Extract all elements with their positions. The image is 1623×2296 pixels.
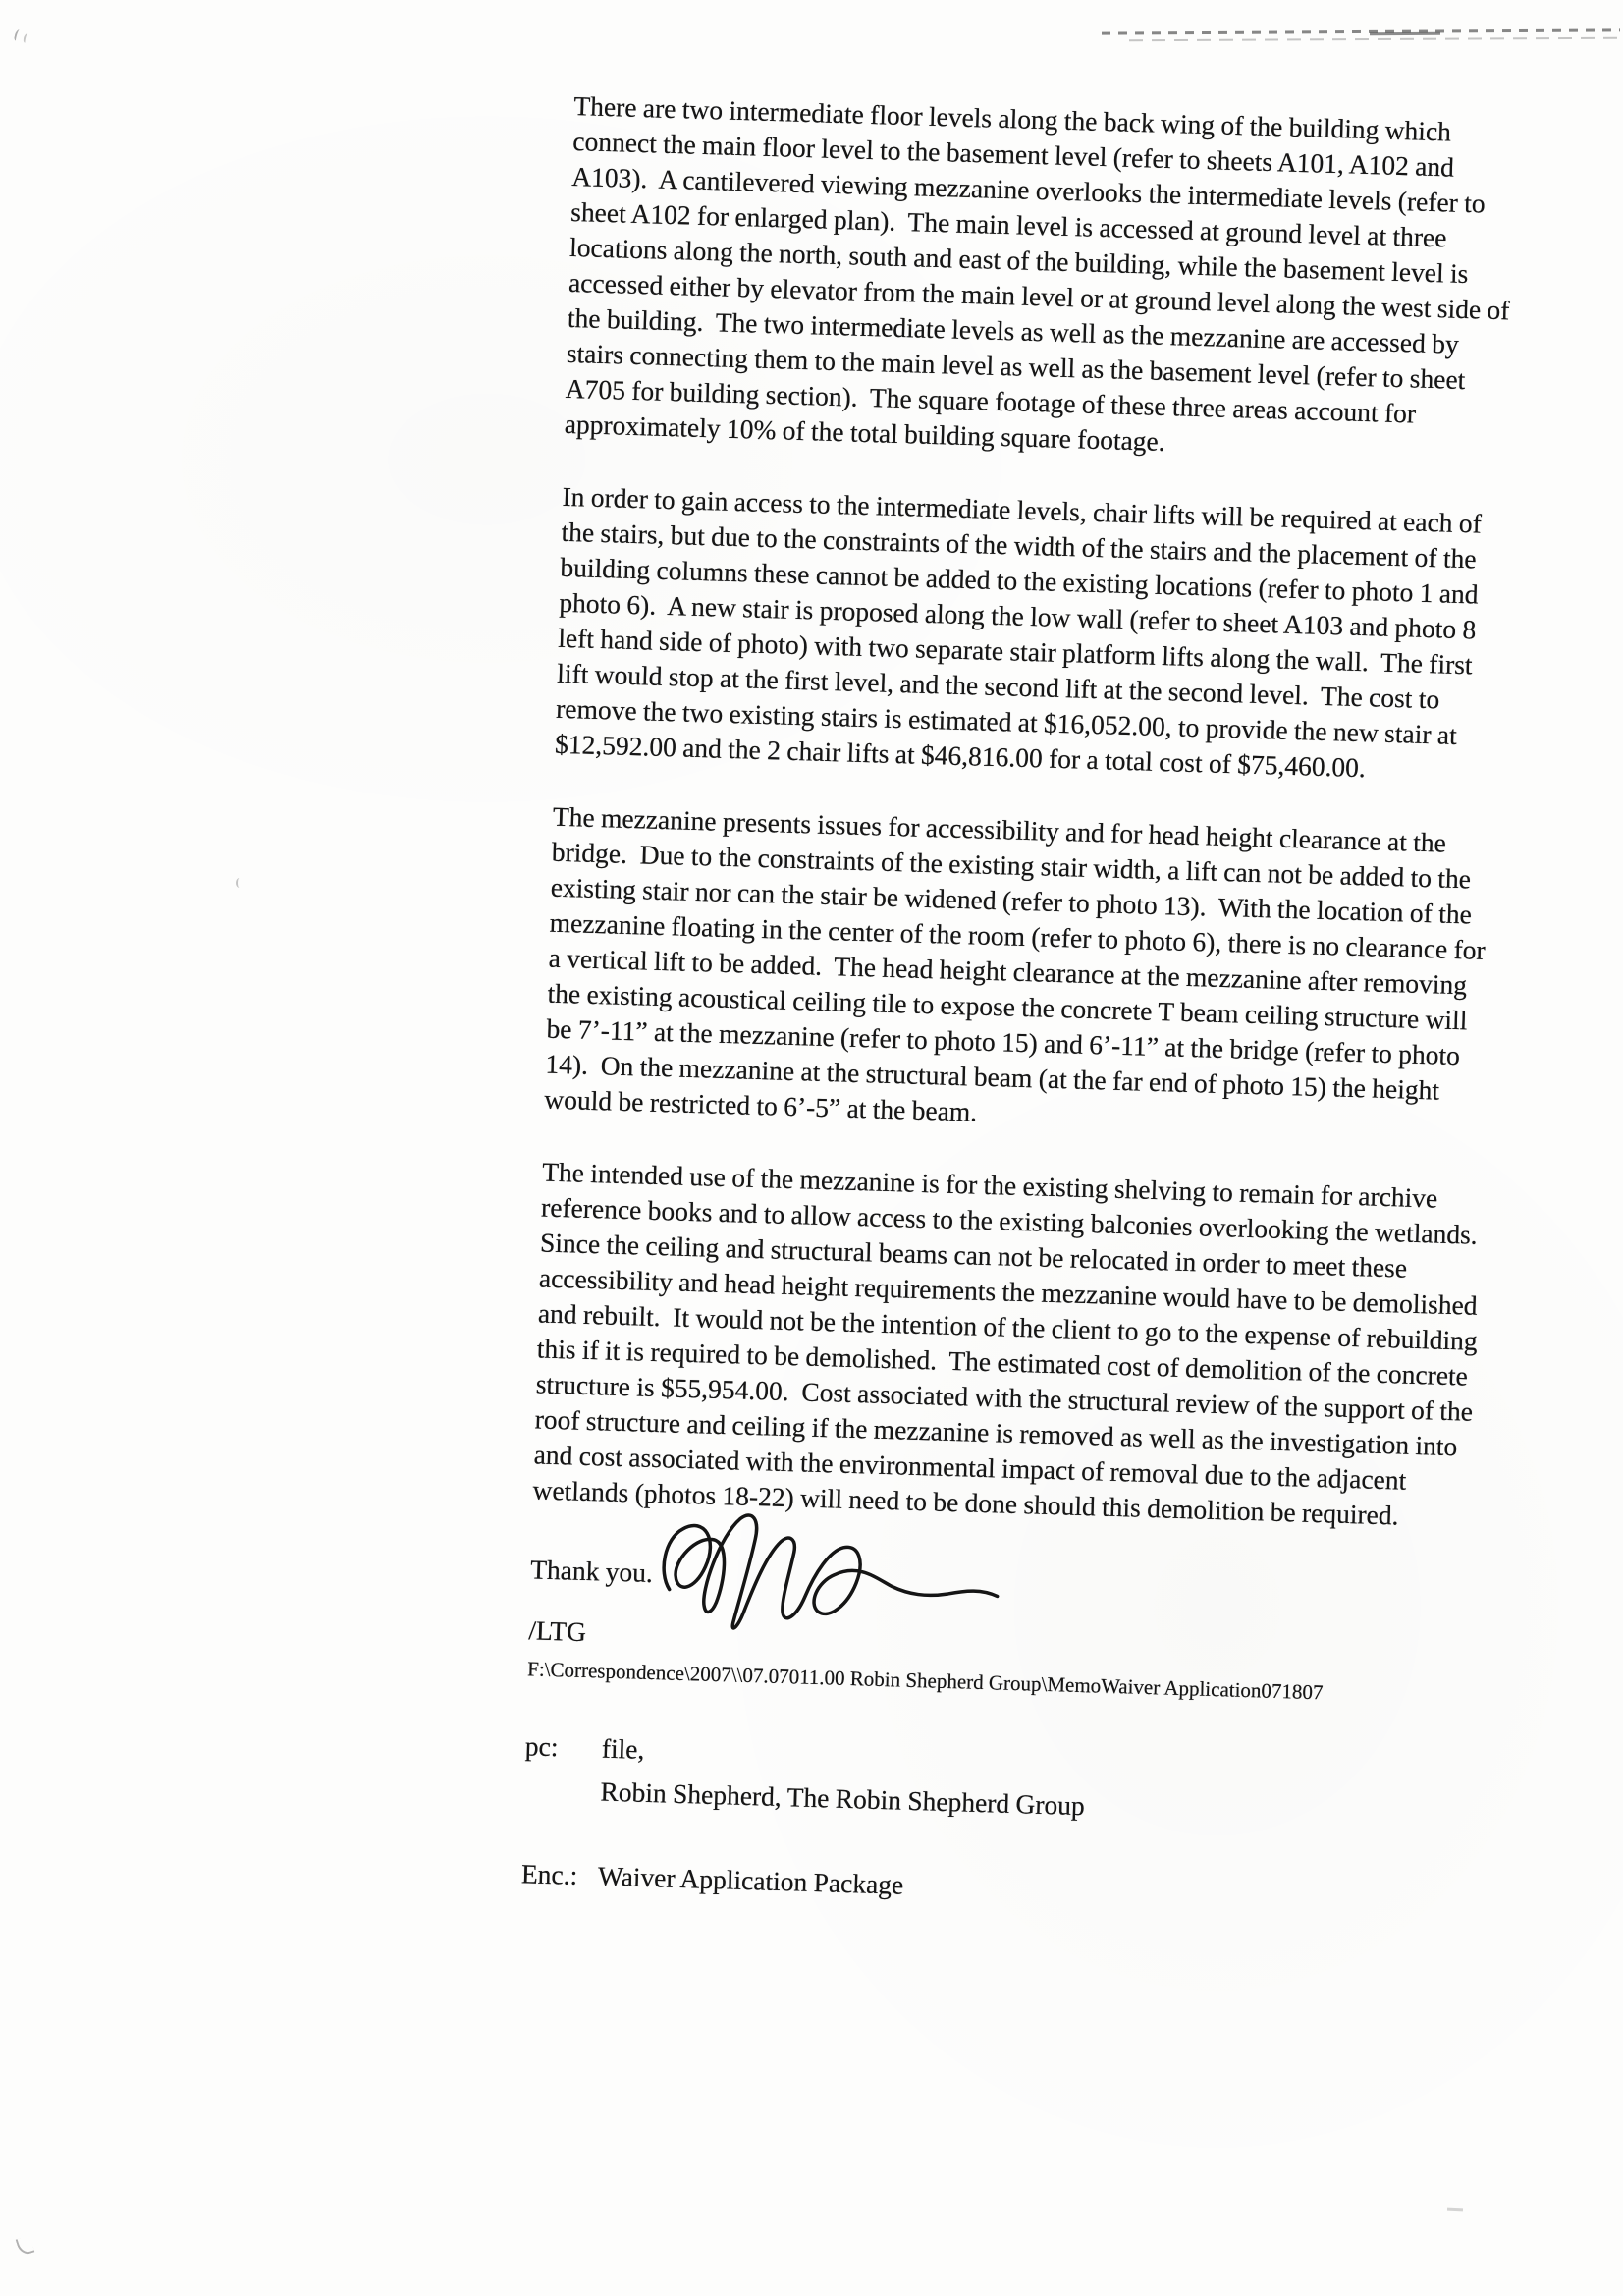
scan-smear-artifact xyxy=(1129,37,1618,42)
scan-smear-artifact xyxy=(1370,32,1440,36)
thank-you-text: Thank you. xyxy=(529,1554,654,1589)
pc-items xyxy=(600,1731,1087,1832)
paragraph-floor-levels: There are two intermediate floor levels along the back wing of the building which connect the main floor level to the basement level (refer to sheets A101, A102 and A103). A cantilevered viewing mezzanine overlooks the intermediate levels (refer to sheet A102 for enlarged plan). The main level is accessed at ground level at three locations along the north, south and east of the building, while the basement level is accessed either by elevator from the main level or at ground level along the west side of the building. The two intermediate levels as well as the mezzanine are accessed by stairs connecting them to the main level as well as the basement level (refer to sheet A705 for building section). The square footage of these three areas account for approximately 10% of the total building square footage. xyxy=(564,89,1517,457)
letter-body xyxy=(520,88,1516,1928)
scan-speck-artifact xyxy=(16,2235,35,2257)
scan-speck-artifact xyxy=(14,28,23,41)
pc-label: pc: xyxy=(524,1730,559,1763)
file-path: F:\Correspondence\2007\\07.07011.00 Robin Shepherd Group\MemoWaiver Application071807 xyxy=(526,1657,1324,1705)
pc-block xyxy=(523,1728,1468,1842)
paragraph-demolition: The intended use of the mezzanine is for the existing shelving to remain for archive reference books and to allow access to the existing balconies overlooking the wetlands. Since the ceiling and structural beams can not be relocated in order to meet these accessibility and head height requirements the mezzanine would have to be demolished and rebuilt. It would not be the intention of the client to go to the expense of rebuilding this if it is required to be demolished. The estimated cost of demolition of the concrete structure is $55,954.00. Cost associated with the structural review of the support of the roof structure and ceiling if the mezzanine is removed as well as the investigation into and cost associated with the environmental impact of removal due to the adjacent wetlands (photos 18-22) will need to be done should this demolition be required. xyxy=(532,1156,1490,1531)
paragraph-mezzanine-clearance: The mezzanine presents issues for accessibility and for head height clearance at the bridge. Due to the constraints of the existing stair width, a lift can not be added to the existing stair nor can the stair be widened (refer to photo 13). With the location of the mezzanine floating in the center of the room (refer to photo 6), there is no clearance for a vertical lift to be added. The head height clearance at the mezzanine after removing the existing acoustical ceiling tile to expose the concrete T beam ceiling structure will be 7’-11” at the mezzanine (refer to photo 15) and 6’-11” at the bridge (refer to photo 14). On the mezzanine at the structural beam (at the far end of photo 15) the height would be restricted to 6’-5” at the beam. xyxy=(543,800,1492,1127)
scan-speck-artifact xyxy=(1447,2208,1463,2212)
thank-you-row xyxy=(530,1552,1474,1614)
enclosure-label: Enc.: xyxy=(520,1858,578,1890)
pc-item: file, xyxy=(601,1732,645,1765)
enclosure-items xyxy=(597,1859,904,1911)
enclosure-text: Waiver Application Package xyxy=(597,1860,904,1900)
scan-speck-artifact xyxy=(236,878,243,888)
pc-item: Robin Shepherd, The Robin Shepherd Group xyxy=(600,1776,1086,1822)
paragraph-chair-lifts: In order to gain access to the intermediate levels, chair lifts will be required at each of the stairs, but due to the constraints of the width of the stairs and the placement of the building columns these cannot be added to the existing locations (refer to photo 1 and photo 6). A new stair is proposed along the low wall (refer to sheet A103 and photo 8 left hand side of photo) with two separate stair platform lifts along the wall. The first lift would stop at the first level, and the second lift at the second level. The cost to remove the two existing stairs is estimated at $16,052.00, to provide the new stair at $12,592.00 and the 2 chair lifts at $46,816.00 for a total cost of $75,460.00. xyxy=(554,480,1488,784)
scan-smear-artifact xyxy=(1102,28,1620,34)
enclosure-block xyxy=(520,1856,1464,1927)
closing-block xyxy=(527,1552,1473,1709)
typist-initials: /LTG xyxy=(527,1614,587,1648)
scan-speck-artifact xyxy=(23,33,30,44)
